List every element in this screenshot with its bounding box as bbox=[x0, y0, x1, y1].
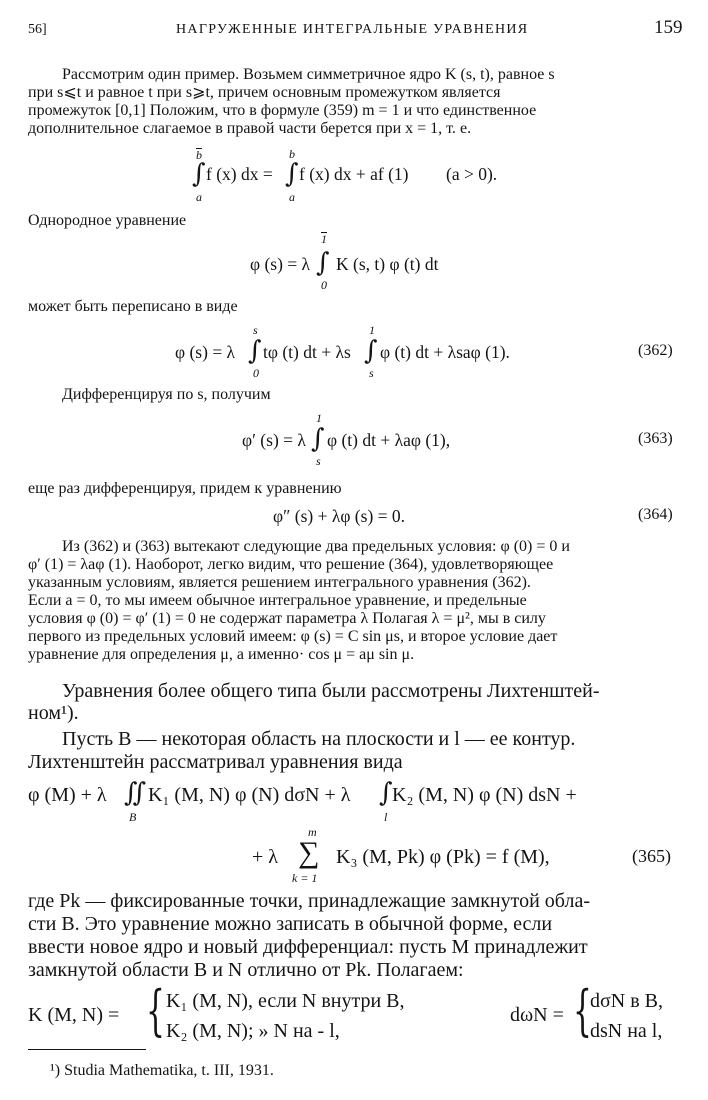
eq365-sub-l: l bbox=[384, 810, 388, 824]
para1-line3: промежуток [0,1] Положим, что в формуле (359) m = 1 и что единственное bbox=[28, 102, 537, 119]
footnote-rule bbox=[28, 1049, 146, 1050]
eq363-p1: φ′ (s) = λ bbox=[242, 430, 306, 450]
para2-line2: φ′ (1) = λaφ (1). Наоборот, легко видим, что решение (364), удовлетворяющее bbox=[28, 556, 554, 573]
eq365-p2: K₁ (M, N) φ (N) dσN + λ bbox=[148, 784, 351, 806]
eq365-p3: K₂ (M, N) φ (N) dsN + bbox=[392, 784, 577, 806]
text-again: еще раз дифференцируя, придем к уравнению bbox=[28, 480, 342, 497]
eq362-lower2: s bbox=[369, 366, 374, 380]
para5-line2: сти B. Это уравнение можно записать в обычной форме, если bbox=[28, 913, 553, 935]
eq362-p1: φ (s) = λ bbox=[175, 342, 236, 362]
eq-a-rhs: f (x) dx + af (1) bbox=[299, 164, 409, 184]
left-brace: { bbox=[573, 979, 592, 1042]
text-differentiate: Дифференцируя по s, получим bbox=[62, 386, 271, 403]
para3-line1: Уравнения более общего типа были рассмотрены Лихтенштей- bbox=[62, 680, 600, 702]
kernel-case2: K₂ (M, N); » N на - l, bbox=[166, 1020, 340, 1042]
kernel-case1: K₁ (M, N), если N внутри B, bbox=[166, 990, 405, 1012]
integral-sign: ∫ bbox=[364, 336, 378, 366]
eq365-q2: K₃ (M, Pk) φ (Pk) = f (M), bbox=[336, 846, 550, 868]
para5-line3: ввести новое ядро и новый дифференциал: пусть M принадлежит bbox=[28, 936, 588, 958]
para1-line2: при s⩽t и равное t при s⩾t, причем основным промежутком является bbox=[28, 84, 501, 101]
summation-sign: ∑ bbox=[298, 836, 320, 869]
para2-line6: первого из предельных условий имеем: φ (s) = C sin μs, и второе условие дает bbox=[28, 628, 558, 645]
integral-sign: ∫ bbox=[248, 336, 262, 366]
para5-line4: замкнутой области B и N отлично от Pk. Полагаем: bbox=[28, 959, 464, 981]
para2-line5: условия φ (0) = φ′ (1) = 0 не содержат параметра λ Полагая λ = μ², мы в силу bbox=[28, 610, 546, 627]
para2-line3: указанным условиям, является решением интегрального уравнения (362). bbox=[28, 574, 531, 591]
para2-line1: Из (362) и (363) вытекают следующие два предельных условия: φ (0) = 0 и bbox=[62, 538, 570, 555]
eq362-upper2: 1 bbox=[369, 323, 375, 337]
eq362-lower1: 0 bbox=[253, 366, 259, 380]
eq363-p2: φ (t) dt + λaφ (1), bbox=[327, 430, 451, 450]
eq365-q1: + λ bbox=[252, 846, 278, 868]
eq363-number: (363) bbox=[638, 430, 673, 447]
eq365-sum-lower: k = 1 bbox=[292, 871, 318, 885]
eq363-upper: 1 bbox=[316, 411, 322, 425]
domega-lhs: dωN = bbox=[510, 1004, 564, 1026]
eq-a-int1-lower: a bbox=[196, 190, 202, 204]
domega-case1: dσN в B, bbox=[590, 990, 664, 1012]
kernel-lhs: K (M, N) = bbox=[28, 1004, 120, 1026]
section-number: 56] bbox=[28, 22, 47, 37]
eq365-number: (365) bbox=[632, 846, 671, 866]
eq-a-condition: (a > 0). bbox=[446, 164, 498, 184]
running-header: НАГРУЖЕННЫЕ ИНТЕГРАЛЬНЫЕ УРАВНЕНИЯ bbox=[176, 22, 529, 37]
eq362-upper1: s bbox=[253, 323, 258, 337]
integral-sign: ∫ bbox=[285, 159, 299, 189]
para2-line7: уравнение для определения μ, а именно· cos μ = aμ sin μ. bbox=[28, 646, 415, 663]
eq-b-lower: 0 bbox=[321, 278, 327, 292]
text-rewrite: может быть переписано в виде bbox=[28, 298, 238, 315]
integral-sign: ∫ bbox=[311, 424, 325, 454]
eq362-p2: tφ (t) dt + λs bbox=[263, 342, 351, 362]
eq362-p3: φ (t) dt + λsaφ (1). bbox=[380, 342, 510, 362]
double-integral-sign: ∬ bbox=[124, 778, 147, 808]
eq364-number: (364) bbox=[638, 506, 673, 523]
para4-line2: Лихтенштейн рассматривал уравнения вида bbox=[28, 751, 403, 773]
eq-b-lhs: φ (s) = λ bbox=[250, 254, 311, 274]
para3-line2: ном¹). bbox=[28, 702, 79, 724]
integral-sign: ∫ bbox=[192, 159, 206, 189]
para2-line4: Если a = 0, то мы имеем обычное интегральное уравнение, и предельные bbox=[28, 592, 527, 609]
eq363-lower: s bbox=[316, 454, 321, 468]
eq-a-int2-lower: a bbox=[289, 190, 295, 204]
eq-b-body: K (s, t) φ (t) dt bbox=[336, 254, 439, 274]
eq364-text: φ″ (s) + λφ (s) = 0. bbox=[273, 506, 406, 526]
left-brace: { bbox=[146, 979, 165, 1042]
eq365-sum-upper: m bbox=[308, 825, 317, 839]
eq-a-int1-upper: b bbox=[196, 148, 202, 162]
para5-line1: где Pk — фиксированные точки, принадлежащие замкнутой обла- bbox=[28, 890, 590, 912]
eq-a-lhs: f (x) dx = bbox=[206, 164, 273, 184]
page-number: 159 bbox=[654, 17, 683, 38]
integral-sign: ∫ bbox=[379, 778, 393, 808]
para1-line1: Рассмотрим один пример. Возьмем симметричное ядро K (s, t), равное s bbox=[62, 66, 555, 83]
text-homogeneous: Однородное уравнение bbox=[28, 212, 187, 229]
integral-sign: ∫ bbox=[316, 248, 330, 278]
eq-b-upper: 1 bbox=[321, 232, 327, 246]
para1-line4: дополнительное слагаемое в правой части берется при x = 1, т. е. bbox=[28, 120, 472, 137]
domega-case2: dsN на l, bbox=[590, 1020, 663, 1042]
eq365-sub-B: B bbox=[129, 810, 137, 824]
footnote: ¹) Studia Mathematika, t. III, 1931. bbox=[50, 1062, 274, 1079]
eq365-p1: φ (M) + λ bbox=[28, 784, 107, 806]
eq-a-int2-upper: b bbox=[289, 147, 295, 161]
para4-line1: Пусть B — некоторая область на плоскости и l — ее контур. bbox=[62, 728, 576, 750]
eq362-number: (362) bbox=[638, 342, 673, 359]
